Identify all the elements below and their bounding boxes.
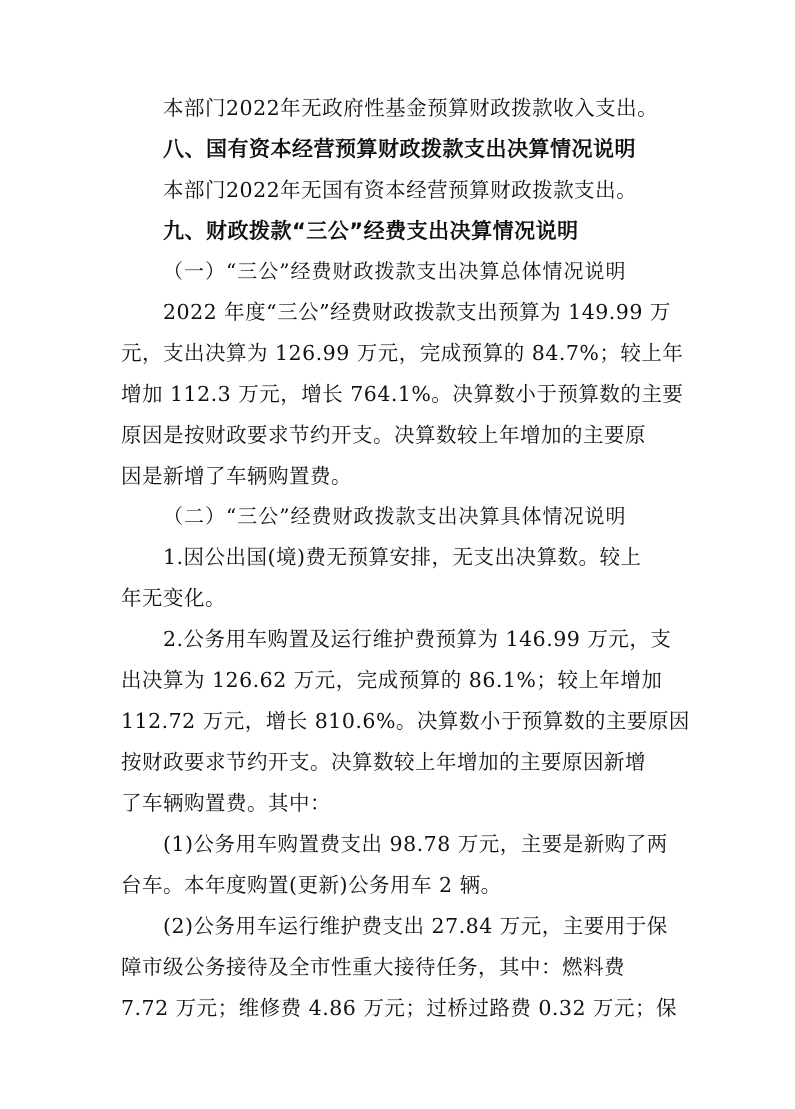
paragraph-line: 原因是按财政要求节约开支。决算数较上年增加的主要原 [121,423,646,447]
paragraph-line: 了车辆购置费。其中： [121,791,331,815]
paragraph-line: 本部门2022年无国有资本经营预算财政拨款支出。 [163,178,638,202]
paragraph-line: 增加 112.3 万元，增长 764.1%。决算数小于预算数的主要 [121,382,684,406]
subsection-heading-1: （一）“三公”经费财政拨款支出决算总体情况说明 [163,259,627,283]
section-heading-8: 八、国有资本经营预算财政拨款支出决算情况说明 [163,137,636,161]
paragraph-line: 2.公务用车购置及运行维护费预算为 146.99 万元，支 [163,627,672,651]
section-heading-9: 九、财政拨款“三公”经费支出决算情况说明 [163,219,579,243]
paragraph-line: 出决算为 126.62 万元，完成预算的 86.1%；较上年增加 [121,668,663,692]
paragraph-line: 2022 年度“三公”经费财政拨款支出预算为 149.99 万 [163,300,671,324]
paragraph-line: 按财政要求节约开支。决算数较上年增加的主要原因新增 [121,750,646,774]
paragraph-line: 本部门2022年无政府性基金预算财政拨款收入支出。 [163,96,659,120]
paragraph-line: 元，支出决算为 126.99 万元，完成预算的 84.7%；较上年 [121,341,684,365]
paragraph-line: 112.72 万元，增长 810.6%。决算数小于预算数的主要原因 [121,709,690,733]
paragraph-line: 障市级公务接待及全市性重大接待任务，其中：燃料费 [121,955,625,979]
paragraph-line: 1.因公出国(境)费无预算安排，无支出决算数。较上 [163,545,642,569]
paragraph-line: (1)公务用车购置费支出 98.78 万元，主要是新购了两 [163,832,668,856]
paragraph-line: 因是新增了车辆购置费。 [121,464,352,488]
paragraph-line: 年无变化。 [121,586,226,610]
subsection-heading-2: （二）“三公”经费财政拨款支出决算具体情况说明 [163,504,627,528]
paragraph-line: 7.72 万元；维修费 4.86 万元；过桥过路费 0.32 万元；保 [121,996,678,1020]
paragraph-line: (2)公务用车运行维护费支出 27.84 万元，主要用于保 [163,914,668,938]
paragraph-line: 台车。本年度购置(更新)公务用车 2 辆。 [121,873,502,897]
